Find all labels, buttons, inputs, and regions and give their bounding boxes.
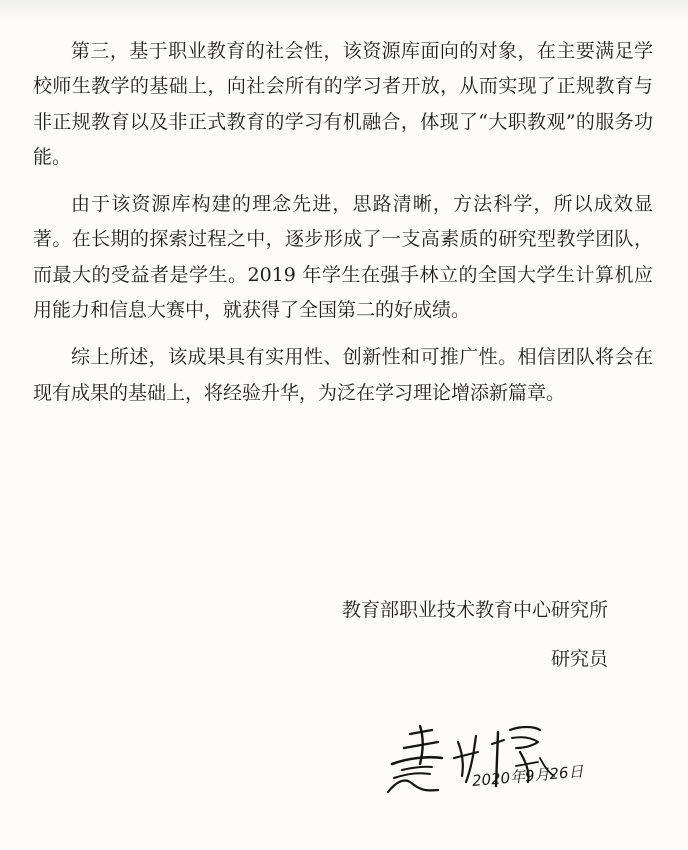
handwritten-date: 2020年9月26日 xyxy=(471,762,585,790)
paragraph-effect: 由于该资源库构建的理念先进，思路清晰，方法科学，所以成效显著。在长期的探索过程之中，逐步形成了一支高素质的研究型教学团队，而最大的受益者是学生。2019 年学生在强手林立的全国大学生计算机应用能力和信息大赛中，就获得了全国第二的好成绩。 xyxy=(33,193,653,322)
paragraph-third-point: 第三，基于职业教育的社会性，该资源库面向的对象，在主要满足学校师生教学的基础上，向社会所有的学习者开放，从而实现了正规教育与非正规教育以及非正式教育的学习有机融合，体现了“大职教观”的服务功能。 xyxy=(33,40,653,168)
signer-organization: 教育部职业技术教育中心研究所 xyxy=(341,599,608,621)
letter-body xyxy=(33,34,653,423)
paragraph-conclusion: 综上所述，该成果具有实用性、创新性和可推广性。相信团队将会在现有成果的基础上，将经验升华，为泛在学习理论增添新篇章。 xyxy=(33,346,653,404)
signer-title: 研究员 xyxy=(550,648,608,670)
scan-shadow xyxy=(0,0,688,22)
